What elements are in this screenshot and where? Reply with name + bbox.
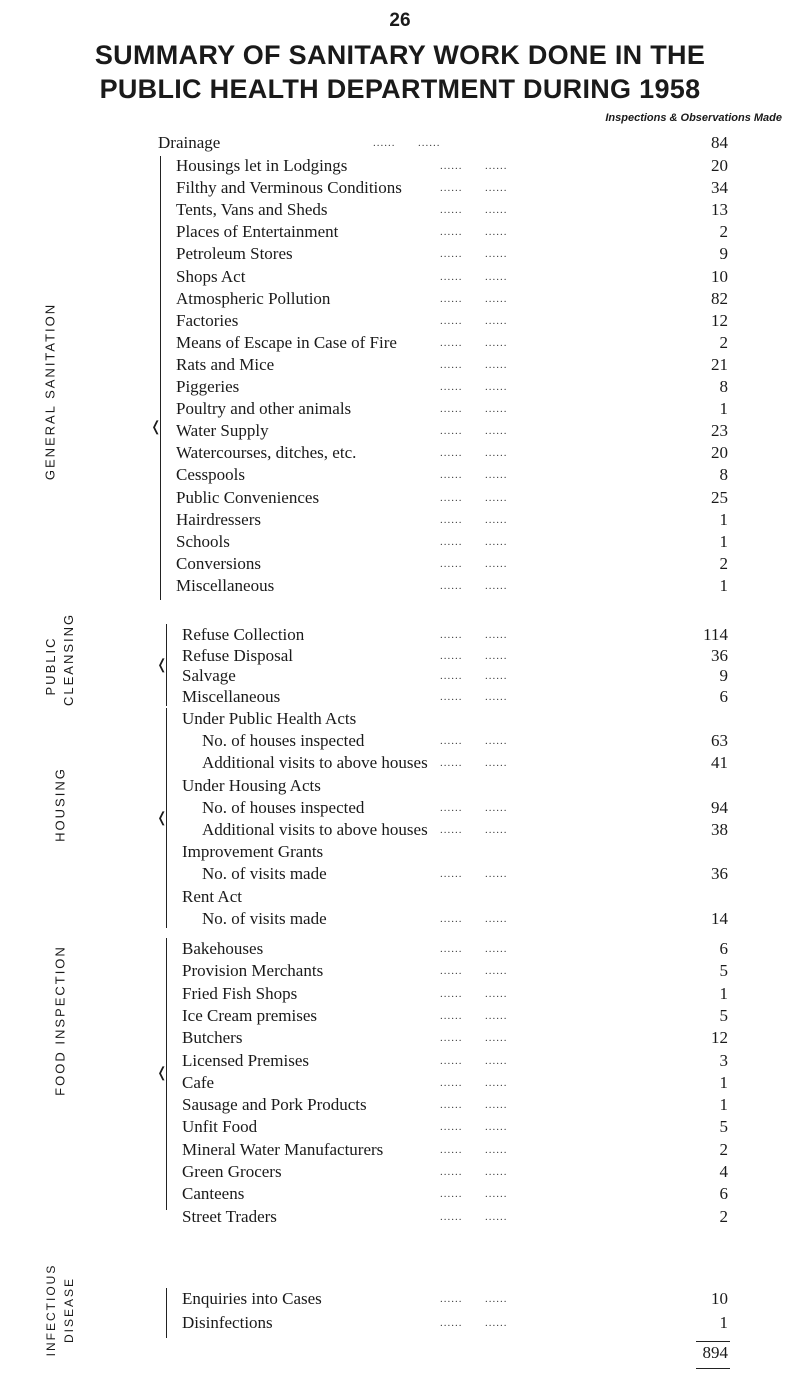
row-label: Schools <box>176 531 230 551</box>
row-label: Public Conveniences <box>176 487 320 507</box>
total-value: 894 <box>702 1343 728 1362</box>
brace-infectious-disease <box>166 1288 167 1338</box>
row-value: 4 <box>719 1162 728 1181</box>
row-label: Shops Act <box>176 266 246 286</box>
table-row <box>182 960 728 982</box>
row-label: Miscellaneous <box>176 575 275 595</box>
row-label: Additional visits to above houses <box>202 820 428 839</box>
row-value: 38 <box>711 820 728 839</box>
table-row <box>202 797 728 819</box>
leader-dots: ...... ...... <box>440 182 508 195</box>
brace-tip: ❬ <box>156 1066 168 1081</box>
row-value: 114 <box>703 625 728 644</box>
table-row <box>176 288 728 310</box>
row-value: 2 <box>719 1139 728 1159</box>
row-value: 23 <box>711 421 728 441</box>
row-label: Disinfections <box>182 1313 273 1332</box>
section-label-housing: HOUSING <box>52 767 68 842</box>
leader-dots: ...... ...... <box>440 757 508 770</box>
row-label: Watercourses, ditches, etc. <box>176 443 357 463</box>
leader-dots: ...... ...... <box>440 358 508 371</box>
row-value: 5 <box>719 961 728 981</box>
row-label: Under Public Health Acts <box>182 709 357 728</box>
leader-dots: ...... ...... <box>440 965 508 978</box>
page-title-line-2: PUBLIC HEALTH DEPARTMENT DURING 1958 <box>99 74 701 104</box>
row-value: 1 <box>719 1072 728 1092</box>
table-row <box>202 908 728 930</box>
row-label: Places of Entertainment <box>176 222 339 242</box>
leader-dots: ...... ...... <box>440 801 508 814</box>
table-row <box>176 221 728 243</box>
row-label: Green Grocers <box>182 1162 282 1181</box>
table-row <box>176 509 728 531</box>
leader-dots: ...... ...... <box>440 579 508 592</box>
table-row <box>182 686 728 708</box>
leader-dots: ...... ...... <box>440 1032 508 1045</box>
row-label: Filthy and Verminous Conditions <box>176 178 402 198</box>
leader-dots: ...... ...... <box>440 403 508 416</box>
row-label: Mineral Water Manufacturers <box>182 1139 384 1159</box>
leader-dots: ...... ...... <box>440 447 508 460</box>
column-header: Inspections & Observations Made <box>605 112 782 124</box>
row-value: 84 <box>711 133 728 152</box>
leader-dots: ...... ...... <box>440 629 508 641</box>
table-row <box>176 442 728 464</box>
row-value: 8 <box>719 377 728 396</box>
table-row <box>182 841 728 863</box>
row-value: 12 <box>711 1028 728 1048</box>
row-label: Improvement Grants <box>182 842 324 862</box>
row-label: Butchers <box>182 1028 243 1048</box>
table-row <box>176 420 728 442</box>
row-label: Miscellaneous <box>182 686 281 706</box>
row-value: 82 <box>711 288 728 308</box>
section-label-public-cleansing <box>42 612 78 706</box>
row-value: 20 <box>711 156 728 175</box>
table-row <box>182 1312 728 1334</box>
leader-dots: ...... ...... <box>440 1009 508 1022</box>
leader-dots: ...... ...... <box>440 1054 508 1067</box>
row-label: Salvage <box>182 666 236 685</box>
row-value: 34 <box>711 178 728 198</box>
row-value: 6 <box>719 1184 728 1204</box>
brace-tip: ❬ <box>150 420 162 435</box>
table-row <box>176 575 728 597</box>
leader-dots: ...... ...... <box>440 336 508 349</box>
brace-general-sanitation <box>160 156 161 600</box>
row-label: Cafe <box>182 1072 215 1092</box>
table-row <box>182 624 728 646</box>
row-label: Additional visits to above houses <box>202 753 428 773</box>
leader-dots: ...... ...... <box>440 1076 508 1089</box>
row-label: No. of visits made <box>202 908 327 928</box>
leader-dots: ...... ...... <box>440 1293 508 1305</box>
leader-dots: ...... ...... <box>440 292 508 305</box>
table-row <box>176 398 728 420</box>
leader-dots: ...... ...... <box>440 270 508 283</box>
row-value: 1 <box>719 399 728 419</box>
row-label: Refuse Collection <box>182 625 305 644</box>
leader-dots: ...... ...... <box>440 1188 508 1201</box>
row-value: 36 <box>711 645 728 665</box>
table-row <box>202 752 728 774</box>
row-label: Enquiries into Cases <box>182 1289 322 1308</box>
row-value: 3 <box>719 1050 728 1070</box>
table-row <box>182 1116 728 1138</box>
table-row <box>176 487 728 509</box>
table-row <box>182 775 728 797</box>
row-value: 94 <box>711 797 728 817</box>
row-label: Licensed Premises <box>182 1050 309 1070</box>
row-label: Housings let in Lodgings <box>176 156 348 175</box>
page-title-line-1: SUMMARY OF SANITARY WORK DONE IN THE <box>94 40 706 70</box>
section-label-infectious-disease <box>42 1260 78 1360</box>
row-label: Under Housing Acts <box>182 775 321 795</box>
row-label: Canteens <box>182 1184 245 1204</box>
leader-dots: ...... ...... <box>440 1210 508 1223</box>
row-value: 6 <box>719 686 728 706</box>
row-label: Cesspools <box>176 465 245 485</box>
table-row <box>182 1161 728 1183</box>
table-row <box>202 863 728 885</box>
row-value: 14 <box>711 908 728 928</box>
leader-dots: ...... ...... <box>440 469 508 482</box>
row-value: 5 <box>719 1117 728 1137</box>
row-label: Tents, Vans and Sheds <box>176 200 328 220</box>
leader-dots: ...... ...... <box>440 535 508 548</box>
brace-tip: ❬ <box>156 658 168 673</box>
row-label: Provision Merchants <box>182 961 324 981</box>
row-label: Street Traders <box>182 1206 277 1226</box>
leader-dots: ...... ...... <box>440 248 508 261</box>
row-value: 25 <box>711 487 728 507</box>
leader-dots: ...... ...... <box>440 1143 508 1156</box>
row-value: 2 <box>719 332 728 352</box>
leader-dots: ...... ...... <box>440 204 508 217</box>
row-value: 2 <box>719 1206 728 1226</box>
table-row <box>182 983 728 1005</box>
leader-dots: ...... ...... <box>440 381 508 393</box>
table-row <box>176 332 728 354</box>
row-value: 1 <box>719 509 728 529</box>
row-label: Means of Escape in Case of Fire <box>176 332 397 352</box>
leader-dots: ...... ...... <box>440 735 508 748</box>
row-value: 1 <box>719 983 728 1003</box>
row-value: 13 <box>711 200 728 220</box>
leader-dots: ...... ...... <box>440 314 508 327</box>
row-label: No. of houses inspected <box>202 797 365 817</box>
row-label: Sausage and Pork Products <box>182 1095 367 1115</box>
leader-dots: ...... ...... <box>440 868 508 881</box>
row-label: No. of visits made <box>202 864 327 884</box>
table-row <box>182 665 728 687</box>
row-value: 21 <box>711 354 728 374</box>
row-value: 1 <box>719 531 728 551</box>
table-row <box>202 730 728 752</box>
section-label-food-inspection: FOOD INSPECTION <box>52 945 68 1096</box>
leader-dots: ...... ...... <box>440 649 508 662</box>
table-row <box>176 354 728 376</box>
row-value: 2 <box>719 553 728 573</box>
table-row <box>182 886 728 908</box>
leader-dots: ...... ...... <box>440 425 508 438</box>
page-number: 26 <box>389 10 411 31</box>
row-label: Unfit Food <box>182 1117 258 1137</box>
leader-dots: ...... ...... <box>440 1099 508 1112</box>
row-label: Hairdressers <box>176 509 261 529</box>
table-row <box>176 531 728 553</box>
table-row <box>176 464 728 486</box>
drainage-row <box>158 132 728 154</box>
table-row <box>182 645 728 667</box>
leader-dots: ...... ...... <box>440 670 508 682</box>
section-label-line: DISEASE <box>62 1276 76 1344</box>
leader-dots: ...... ...... <box>440 226 508 239</box>
row-label: Refuse Disposal <box>182 645 293 665</box>
row-label: Factories <box>176 310 239 330</box>
table-row <box>182 938 728 960</box>
row-value: 9 <box>719 244 728 264</box>
leader-dots: ...... ...... <box>440 1166 508 1178</box>
table-row <box>176 155 728 177</box>
row-label: Piggeries <box>176 377 240 396</box>
leader-dots: ...... ...... <box>440 1317 508 1329</box>
grand-total <box>600 1342 728 1364</box>
row-label: Water Supply <box>176 421 269 441</box>
row-label: No. of houses inspected <box>202 731 365 751</box>
row-label: Fried Fish Shops <box>182 983 298 1003</box>
row-value: 1 <box>719 575 728 595</box>
leader-dots: ...... ...... <box>440 1121 508 1134</box>
brace-tip: ❬ <box>156 811 168 826</box>
row-label: Drainage <box>158 133 221 152</box>
leader-dots: ...... ...... <box>440 491 508 504</box>
row-label: Atmospheric Pollution <box>176 288 331 308</box>
table-row <box>202 819 728 841</box>
row-value: 1 <box>719 1313 728 1332</box>
table-row <box>182 1072 728 1094</box>
table-row <box>182 708 728 730</box>
row-value: 10 <box>711 266 728 286</box>
table-row <box>182 1005 728 1027</box>
row-label: Rent Act <box>182 886 242 906</box>
row-label: Conversions <box>176 553 261 573</box>
section-label-general-sanitation: GENERAL SANITATION <box>42 302 58 481</box>
row-label: Ice Cream premises <box>182 1005 317 1025</box>
table-row <box>182 1139 728 1161</box>
row-value: 36 <box>711 864 728 884</box>
table-row <box>176 199 728 221</box>
row-value: 41 <box>711 753 728 773</box>
table-row <box>182 1050 728 1072</box>
table-row <box>176 266 728 288</box>
leader-dots: ...... ...... <box>440 513 508 526</box>
leader-dots: ...... ...... <box>440 557 508 570</box>
row-value: 5 <box>719 1005 728 1025</box>
table-row <box>182 1183 728 1205</box>
leader-dots: ...... ...... <box>373 137 441 149</box>
row-value: 9 <box>719 666 728 685</box>
table-row <box>176 243 728 265</box>
row-label: Rats and Mice <box>176 354 275 374</box>
section-label-line: PUBLIC <box>43 636 58 696</box>
table-row <box>182 1027 728 1049</box>
row-value: 10 <box>711 1289 728 1308</box>
leader-dots: ...... ...... <box>440 912 508 925</box>
total-rule <box>696 1368 730 1369</box>
row-value: 6 <box>719 939 728 958</box>
leader-dots: ...... ...... <box>440 824 508 836</box>
leader-dots: ...... ...... <box>440 943 508 955</box>
row-label: Poultry and other animals <box>176 399 352 419</box>
leader-dots: ...... ...... <box>440 987 508 1000</box>
row-label: Petroleum Stores <box>176 244 293 264</box>
table-row <box>176 376 728 398</box>
table-row <box>182 1288 728 1310</box>
section-label-line: CLEANSING <box>61 612 76 706</box>
row-value: 12 <box>711 310 728 330</box>
table-row <box>176 553 728 575</box>
table-row <box>176 310 728 332</box>
row-value: 8 <box>719 465 728 485</box>
leader-dots: ...... ...... <box>440 690 508 703</box>
table-row <box>176 177 728 199</box>
leader-dots: ...... ...... <box>440 160 508 172</box>
table-row <box>182 1206 728 1228</box>
section-label-line: INFECTIOUS <box>44 1263 58 1357</box>
row-label: Bakehouses <box>182 939 264 958</box>
row-value: 1 <box>719 1095 728 1115</box>
row-value: 63 <box>711 731 728 751</box>
row-value: 2 <box>719 222 728 242</box>
table-row <box>182 1094 728 1116</box>
row-value: 20 <box>711 443 728 463</box>
